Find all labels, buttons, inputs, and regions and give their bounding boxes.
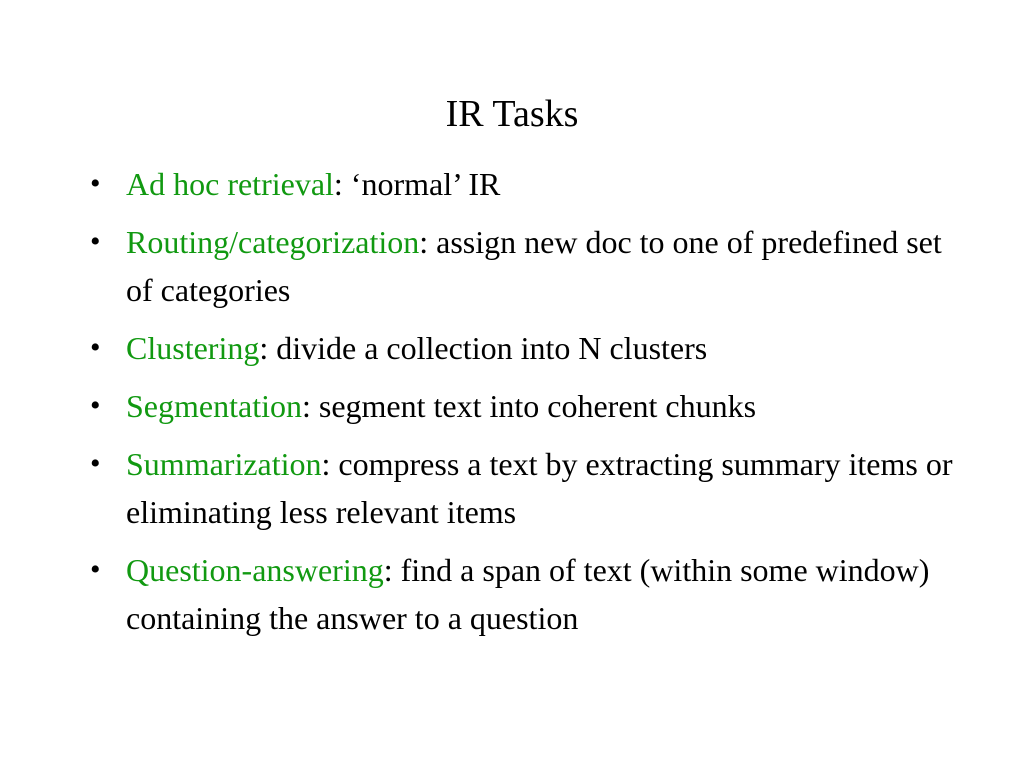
bullet-item-question-answering bbox=[0, 546, 1024, 642]
bullet-item-segmentation bbox=[0, 382, 1024, 430]
bullet-term: Segmentation bbox=[126, 388, 302, 424]
bullet-icon: • bbox=[90, 447, 101, 480]
bullet-term: Routing/categorization bbox=[126, 224, 420, 260]
bullet-icon: • bbox=[90, 225, 101, 258]
bullet-term: Question-answering bbox=[126, 552, 384, 588]
bullet-icon: • bbox=[90, 331, 101, 364]
bullet-icon: • bbox=[90, 389, 101, 422]
bullet-icon: • bbox=[90, 167, 101, 200]
bullet-term: Ad hoc retrieval bbox=[126, 166, 334, 202]
bullet-term: Summarization bbox=[126, 446, 322, 482]
bullet-text: : ‘normal’ IR bbox=[333, 166, 501, 202]
slide-title: IR Tasks bbox=[445, 93, 579, 135]
bullet-text: : segment text into coherent chunks bbox=[301, 388, 757, 424]
bullet-text: : divide a collection into N clusters bbox=[259, 330, 708, 366]
bullet-list bbox=[0, 160, 1024, 652]
bullet-text: : find a span of text (within some window) containing the answer to a question bbox=[126, 552, 930, 636]
bullet-text: : compress a text by extracting summary items or eliminating less relevant items bbox=[126, 446, 953, 530]
bullet-term: Clustering bbox=[126, 330, 260, 366]
bullet-item-ad-hoc-retrieval bbox=[0, 160, 1024, 208]
bullet-item-routing-categorization bbox=[0, 218, 1024, 314]
bullet-text: : assign new doc to one of predefined set of categories bbox=[126, 224, 942, 308]
bullet-icon: • bbox=[90, 553, 101, 586]
bullet-item-summarization bbox=[0, 440, 1024, 536]
bullet-item-clustering bbox=[0, 324, 1024, 372]
